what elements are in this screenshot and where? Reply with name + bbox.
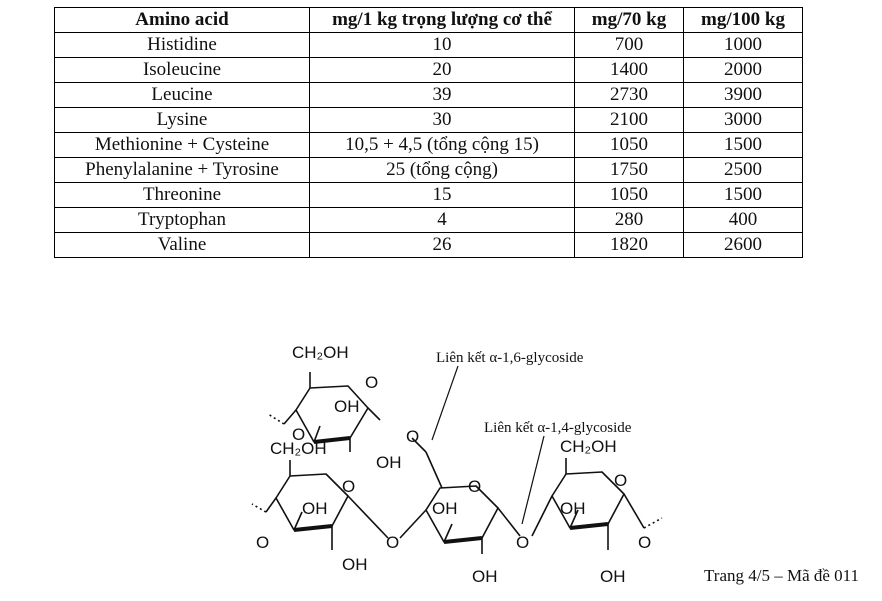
ring-oxygen-label: O: [292, 425, 306, 444]
table-cell: 3900: [684, 83, 803, 108]
oh-label: OH: [334, 397, 360, 416]
alpha-1-4-glycoside-label: Liên kết α-1,4-glycoside: [484, 420, 632, 436]
column-header: mg/100 kg: [684, 8, 803, 33]
table-cell: Phenylalanine + Tyrosine: [55, 158, 310, 183]
ring-oxygen-label: O: [256, 533, 270, 552]
table-row: [55, 158, 803, 183]
table-cell: 1400: [575, 58, 684, 83]
ring-oxygen-label: O: [614, 471, 628, 490]
table-cell: 4: [310, 208, 575, 233]
oh-label: OH: [342, 555, 368, 574]
ring-oxygen-label: O: [468, 477, 482, 496]
oh-label: OH: [472, 567, 498, 584]
table-header-row: [55, 8, 803, 33]
ch2oh-label: CH₂OH: [560, 437, 617, 456]
table-cell: 25 (tổng cộng): [310, 158, 575, 183]
ch2oh-label: CH₂OH: [292, 343, 349, 362]
ring-oxygen-label: O: [516, 533, 530, 552]
column-header: mg/1 kg trọng lượng cơ thể: [310, 8, 575, 33]
table-cell: 280: [575, 208, 684, 233]
table-cell: 2000: [684, 58, 803, 83]
alpha-1-6-glycoside-label: Liên kết α-1,6-glycoside: [436, 350, 584, 366]
ring-oxygen-label: O: [638, 533, 652, 552]
table-row: [55, 33, 803, 58]
oh-label: OH: [600, 567, 626, 584]
table-cell: 2100: [575, 108, 684, 133]
table-cell: 1050: [575, 183, 684, 208]
oh-label: OH: [302, 499, 328, 518]
table-row: [55, 58, 803, 83]
table-cell: 2500: [684, 158, 803, 183]
page-footer: Trang 4/5 – Mã đề 011: [704, 566, 860, 585]
ring-oxygen-label: O: [386, 533, 400, 552]
oh-label: OH: [376, 453, 402, 472]
table-cell: 400: [684, 208, 803, 233]
ring-oxygen-label: O: [365, 373, 379, 392]
ring-oxygen-label: O: [406, 427, 420, 446]
table-cell: 1050: [575, 133, 684, 158]
table-row: [55, 83, 803, 108]
molecule-bonds: [252, 366, 662, 554]
amino-acid-table: [54, 7, 803, 258]
table-cell: 700: [575, 33, 684, 58]
table-cell: Methionine + Cysteine: [55, 133, 310, 158]
table-row: [55, 133, 803, 158]
table-cell: Valine: [55, 233, 310, 258]
table-row: [55, 183, 803, 208]
table-cell: 1000: [684, 33, 803, 58]
table-cell: 1750: [575, 158, 684, 183]
table-cell: 1500: [684, 133, 803, 158]
table-cell: 15: [310, 183, 575, 208]
table-cell: 39: [310, 83, 575, 108]
oh-label: OH: [432, 499, 458, 518]
table-cell: Leucine: [55, 83, 310, 108]
table-cell: 2600: [684, 233, 803, 258]
table-cell: 26: [310, 233, 575, 258]
table-cell: 10,5 + 4,5 (tổng cộng 15): [310, 133, 575, 158]
table-cell: 10: [310, 33, 575, 58]
table-cell: 2730: [575, 83, 684, 108]
table-cell: 1820: [575, 233, 684, 258]
table-cell: 30: [310, 108, 575, 133]
table-cell: Tryptophan: [55, 208, 310, 233]
table-row: [55, 108, 803, 133]
table-cell: Isoleucine: [55, 58, 310, 83]
amylopectin-structure-figure: [240, 328, 670, 584]
table-cell: Threonine: [55, 183, 310, 208]
table-row: [55, 233, 803, 258]
table-row: [55, 208, 803, 233]
table-cell: 20: [310, 58, 575, 83]
ring-oxygen-label: O: [342, 477, 356, 496]
column-header: Amino acid: [55, 8, 310, 33]
table-cell: Lysine: [55, 108, 310, 133]
column-header: mg/70 kg: [575, 8, 684, 33]
table-cell: 1500: [684, 183, 803, 208]
table-cell: Histidine: [55, 33, 310, 58]
oh-label: OH: [560, 499, 586, 518]
ch2oh-label: CH₂OH: [270, 439, 327, 458]
table-cell: 3000: [684, 108, 803, 133]
